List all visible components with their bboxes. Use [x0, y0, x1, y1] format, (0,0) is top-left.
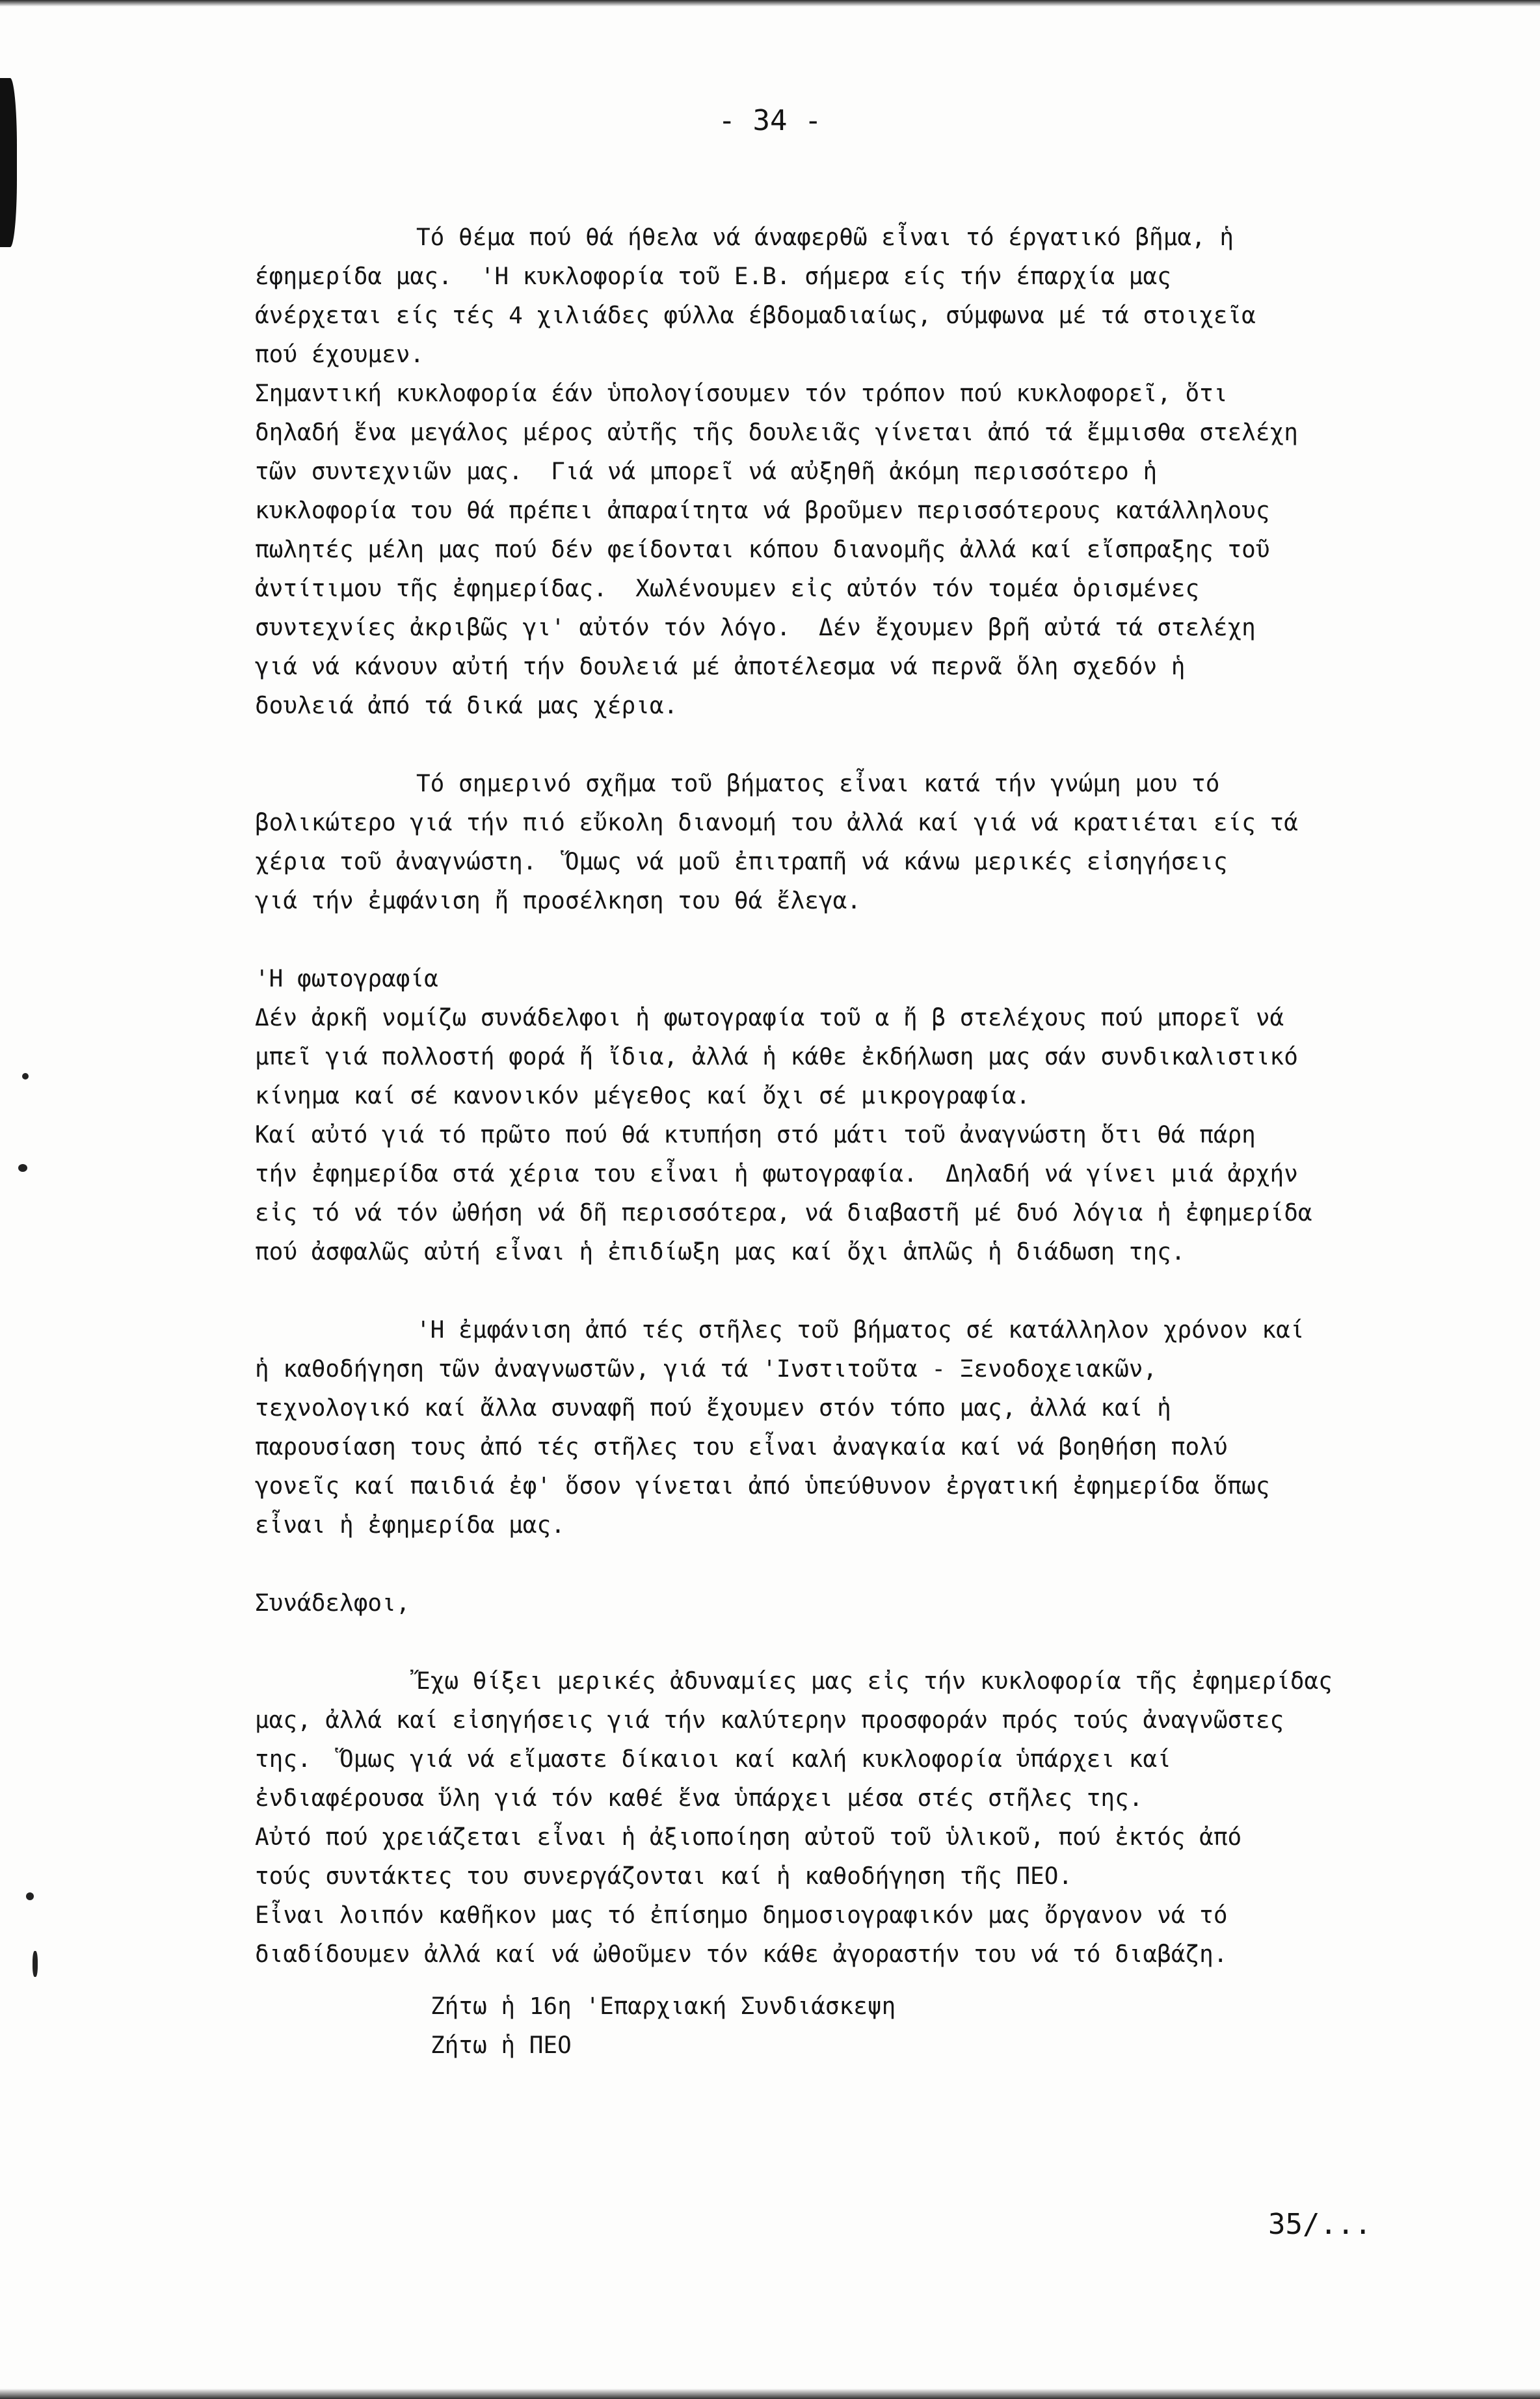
scan-edge-bottom — [0, 2389, 1540, 2399]
text-line: γιά τήν ἐμφάνιση ἤ προσέλκηση του θά ἔλεγα. — [255, 888, 861, 914]
text-line: Δέν ἀρκῆ νομίζω συνάδελφοι ἡ φωτογραφία τοῦ α ἤ β στελέχους πού μπορεῖ νά — [255, 1005, 1284, 1031]
text-line: δηλαδή ἕνα μεγάλος μέρος αὐτῆς τῆς δουλειᾶς γίνεται ἀπό τά ἔμμισθα στελέχη — [255, 419, 1298, 446]
text-line: βολικώτερο γιά τήν πιό εὔκολη διανομή του ἀλλά καί γιά νά κρατιέται είς τά — [255, 810, 1298, 836]
text-line: κυκλοφορία του θά πρέπει ἀπαραίτητα νά βροῦμεν περισσότερους κατάλληλους — [255, 497, 1270, 524]
paragraph-gap — [255, 1623, 1491, 1662]
text-line: τῶν συντεχνιῶν μας. Γιά νά μπορεῖ νά αὐξηθῆ ἀκόμη περισσότερο ἡ — [255, 458, 1158, 485]
text-line: γονεῖς καί παιδιά ἐφ' ὅσον γίνεται ἀπό ὑπεύθυνον ἐργατική ἐφημερίδα ὅπως — [255, 1473, 1270, 1500]
text-line: συντεχνίες ἀκριβῶς γι' αὐτόν τόν λόγο. Δέν ἔχουμεν βρῆ αὐτά τά στελέχη — [255, 615, 1256, 641]
text-line: άνέρχεται είς τές 4 χιλιάδες φύλλα έβδομαδιαίως, σύμφωνα μέ τά στοιχεῖα — [255, 302, 1256, 329]
closing-line: Ζήτω ἡ ΠΕΟ — [431, 2032, 572, 2059]
paragraph-gap — [255, 1545, 1491, 1584]
paragraph-gap — [255, 1272, 1491, 1311]
text-line: μας, ἀλλά καί εἰσηγήσεις γιά τήν καλύτερην προσφοράν πρός τούς ἀναγνῶστες — [255, 1707, 1284, 1734]
paragraph — [255, 1584, 1491, 1623]
text-line: γιά νά κάνουν αὐτή τήν δουλειά μέ ἀποτέλεσμα νά περνᾶ ὅλη σχεδόν ἡ — [255, 654, 1186, 680]
text-line: Σημαντική κυκλοφορία έάν ὑπολογίσουμεν τόν τρόπον πού κυκλοφορεῖ, ὅτι — [255, 380, 1228, 407]
paragraph — [255, 219, 1491, 726]
scan-speck — [22, 1073, 29, 1080]
paragraph-gap — [255, 726, 1491, 765]
text-line: δουλειά ἀπό τά δικά μας χέρια. — [255, 693, 678, 719]
text-line: ἐνδιαφέρουσα ὕλη γιά τόν καθέ ἕνα ὑπάρχει μέσα στές στῆλες της. — [255, 1785, 1143, 1812]
section-heading: 'Η φωτογραφία — [255, 966, 438, 992]
text-line: εἶναι ἡ ἐφημερίδα μας. — [255, 1512, 565, 1539]
paragraph-gap — [255, 921, 1491, 960]
text-line: ἡ καθοδήγηση τῶν ἀναγνωστῶν, γιά τά 'Ινστιτοῦτα - Ξενοδοχειακῶν, — [255, 1356, 1158, 1383]
text-line: Τό σημερινό σχῆμα τοῦ βήματος εἶναι κατά τήν γνώμη μου τό — [416, 771, 1220, 797]
paragraph — [255, 1311, 1491, 1545]
salutation: Συνάδελφοι, — [255, 1590, 410, 1617]
closing-line: Ζήτω ἡ 16η 'Επαρχιακή Συνδιάσκεψη — [431, 1993, 896, 2020]
paragraph — [255, 765, 1491, 921]
text-line: κίνημα καί σέ κανονικόν μέγεθος καί ὄχι σέ μικρογραφία. — [255, 1083, 1031, 1109]
text-line: Ἔχω θίξει μερικές ἀδυναμίες μας εἰς τήν κυκλοφορία τῆς ἐφημερίδας — [416, 1668, 1333, 1695]
continuation-marker: 35/... — [1268, 2208, 1372, 2241]
text-line: ἀντίτιμου τῆς ἐφημερίδας. Χωλένουμεν εἰς αὐτόν τόν τομέα ὁρισμένες — [255, 576, 1200, 602]
closing-gap — [255, 1974, 1491, 1987]
scan-speck — [18, 1164, 27, 1172]
text-line: τήν ἐφημερίδα στά χέρια του εἶναι ἡ φωτογραφία. Δηλαδή νά γίνει μιά ἀρχήν — [255, 1161, 1298, 1187]
text-line: τεχνολογικό καί ἄλλα συναφῆ πού ἔχουμεν στόν τόπο μας, ἀλλά καί ἡ — [255, 1395, 1171, 1422]
text-line: Τό θέμα πού θά ήθελα νά άναφερθῶ εἶναι τό έργατικό βῆμα, ἡ — [416, 224, 1234, 251]
text-line: μπεῖ γιά πολλοστή φορά ἤ ἴδια, ἀλλά ἡ κάθε ἐκδήλωση μας σάν συνδικαλιστικό — [255, 1044, 1298, 1070]
text-line: εἰς τό νά τόν ὠθήση νά δῆ περισσότερα, νά διαβαστῆ μέ δυό λόγια ἡ ἐφημερίδα — [255, 1200, 1312, 1226]
text-line: τούς συντάκτες του συνεργάζονται καί ἡ καθοδήγηση τῆς ΠΕΟ. — [255, 1863, 1073, 1890]
text-line: Αὐτό πού χρειάζεται εἶναι ἡ ἀξιοποίηση αὐτοῦ τοῦ ὑλικοῦ, πού ἐκτός ἀπό — [255, 1824, 1242, 1851]
closing-block — [255, 1987, 1491, 2065]
letter-body — [255, 219, 1491, 2065]
paragraph — [255, 960, 1491, 1272]
text-line: έφημερίδα μας. 'Η κυκλοφορία τοῦ Ε.Β. σήμερα είς τήν έπαρχία μας — [255, 263, 1171, 290]
paragraph — [255, 1662, 1491, 1974]
text-line: χέρια τοῦ ἀναγνώστη. Ὅμως νά μοῦ ἐπιτραπῆ νά κάνω μερικές εἰσηγήσεις — [255, 849, 1228, 875]
text-line: Καί αὐτό γιά τό πρῶτο πού θά κτυπήση στό μάτι τοῦ ἀναγνώστη ὅτι θά πάρη — [255, 1122, 1256, 1148]
scan-speck — [33, 1951, 38, 1977]
scan-edge-left — [0, 78, 17, 247]
text-line: πού ἀσφαλῶς αὐτή εἶναι ἡ ἐπιδίωξη μας καί ὄχι ἁπλῶς ἡ διάδωση της. — [255, 1239, 1186, 1266]
text-line: 'Η ἐμφάνιση ἀπό τές στῆλες τοῦ βήματος σέ κατάλληλον χρόνον καί — [416, 1317, 1305, 1344]
text-line: παρουσίαση τους ἀπό τές στῆλες του εἶναι ἀναγκαία καί νά βοηθήση πολύ — [255, 1434, 1228, 1461]
text-line: της. Ὅμως γιά νά εἴμαστε δίκαιοι καί καλή κυκλοφορία ὑπάρχει καί — [255, 1746, 1171, 1773]
text-line: πού έχουμεν. — [255, 341, 425, 368]
text-line: διαδίδουμεν ἀλλά καί νά ὠθοῦμεν τόν κάθε ἀγοραστήν του νά τό διαβάζη. — [255, 1941, 1228, 1968]
page-number: - 34 - — [718, 104, 822, 137]
text-line: πωλητές μέλη μας πού δέν φείδονται κόπου διανομῆς ἀλλά καί εἴσπραξης τοῦ — [255, 537, 1270, 563]
scan-speck — [26, 1892, 34, 1900]
text-line: Εἶναι λοιπόν καθῆκον μας τό ἐπίσημο δημοσιογραφικόν μας ὄργανον νά τό — [255, 1902, 1228, 1929]
scan-edge-top — [0, 0, 1540, 7]
